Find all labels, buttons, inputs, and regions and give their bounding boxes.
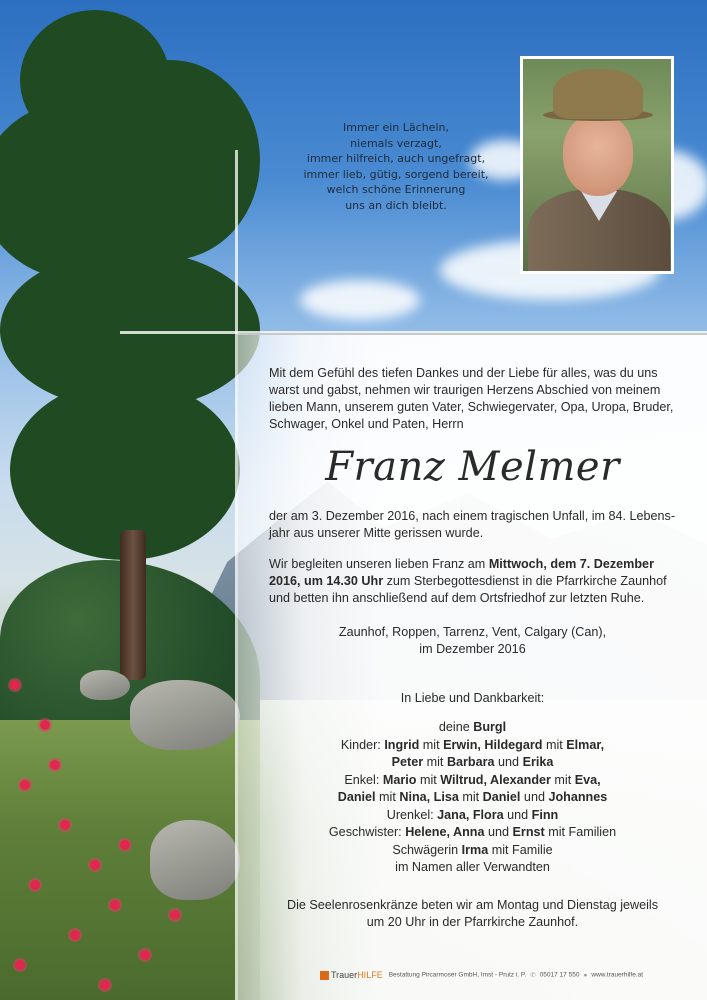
company-name: Bestattung Pircarmoser GmbH, Imst - Prutz i. P. [388,971,527,979]
death-line: der am 3. Dezember 2016, nach einem tragischen Unfall, im 84. Lebens- [269,509,676,523]
family-text: Helene, Anna [405,825,485,839]
poem-line: Immer ein Lächeln, [343,121,449,134]
family-line-enkel [238,772,707,790]
dankbarkeit-heading: In Liebe und Dankbarkeit: [400,691,545,705]
rosary-line: um 20 Uhr in der Pfarrkirche Zaunhof. [366,915,579,929]
family-line-enkel-2 [238,789,707,807]
place-line: im Dezember 2016 [419,642,526,656]
logo-icon [320,971,329,980]
funeral-info [269,556,676,607]
family-line-urenkel [238,807,707,825]
website[interactable]: www.trauerhilfe.at [591,971,644,979]
family-text: Urenkel: [386,807,438,822]
family-text: Schwägerin [392,842,462,857]
divider [238,333,707,335]
family-line-verwandte: im Namen aller Verwandten [395,860,550,874]
family-text: mit Familien [544,825,617,839]
poem-line: uns an dich bleibt. [345,198,447,212]
place-date [238,624,707,658]
brand-name-accent: HILFE [357,970,383,980]
poem [296,120,496,213]
family-text: mit [423,755,447,769]
family-text: Daniel [337,790,376,804]
funeral-time: 2016, um 14.30 Uhr [269,574,384,588]
family-text: Erika [522,755,554,769]
intro-line: Mit dem Gefühl des tiefen Dankes und der Liebe für alles, was du uns [269,366,658,380]
family-text: Peter [391,755,424,769]
family-line-geschwister [238,824,707,842]
death-notice [269,508,676,542]
family-text: mit [542,737,567,752]
rosary-line: Die Seelenrosenkränze beten wir am Montag und Dienstag jeweils [286,898,659,912]
family-line-wife [238,719,707,737]
funeral-text: zum Sterbegottesdienst in die Pfarrkirche Zaunhof [383,574,667,588]
web-icon: ● [583,971,588,979]
poem-line: welch schöne Erinnerung [326,183,466,196]
deceased-name: Franz Melmer [325,444,620,490]
family-text: mit [458,790,483,804]
family-line-schwaegerin [238,842,707,860]
family-text: Barbara [446,755,495,769]
phone-number: 05017 17 550 [539,971,580,979]
intro-line: Schwager, Onkel und Paten, Herrn [269,417,464,431]
footer [320,970,643,980]
family-text: Johannes [548,790,608,804]
family-text: Eva, [574,772,601,787]
family-text: und [484,825,513,839]
family-text: und [520,790,549,804]
family-line-kinder [238,737,707,755]
family-text: Daniel [482,790,521,804]
family-text: Kinder: [340,737,385,752]
brand-name: Trauer [331,970,358,980]
family-text: Elmar, [566,737,605,752]
family-text: Wiltrud, Alexander [440,772,551,787]
intro-text [269,365,676,433]
poem-line: immer hilfreich, auch ungefragt, [306,152,486,165]
portrait-photo [520,56,674,274]
family-text: deine [438,720,474,734]
death-line: jahr aus unserer Mitte gerissen wurde. [269,526,484,540]
phone-icon: ✆ [530,971,536,979]
funeral-text: und betten ihn anschließend auf dem Ortsfriedhof zur letzten Ruhe. [269,591,645,605]
family-text: Mario [382,772,417,787]
place-line: Zaunhof, Roppen, Tarrenz, Vent, Calgary (Can), [338,625,607,639]
family-line-kinder-2 [238,754,707,772]
funeral-date: Mittwoch, dem 7. Dezember [488,557,654,571]
family-text: Ernst [512,825,545,839]
family-text: Ingrid [384,737,420,752]
funeral-text: Wir begleiten unseren lieben Franz am [269,557,489,571]
family-text: mit [550,772,575,787]
family-text: Nina, Lisa [399,790,459,804]
rosary-info [238,897,707,931]
intro-line: lieben Mann, unserem guten Vater, Schwiegervater, Opa, Uropa, Bruder, [269,400,674,414]
poem-line: niemals verzagt, [350,136,442,150]
family-text: und [503,807,532,822]
intro-line: warst und gabst, nehmen wir traurigen Herzens Abschied von meinem [269,383,661,397]
family-text: Geschwister: [328,825,406,839]
family-text: Jana, Flora [437,807,504,822]
family-text: mit [416,772,441,787]
family-text: Finn [531,807,559,822]
family-text: Burgl [473,720,507,734]
poem-line: immer lieb, gütig, sorgend bereit, [303,167,489,181]
family-text: mit Familie [488,842,553,857]
family-text: Enkel: [344,772,383,787]
family-text: Irma [461,842,489,857]
family-text: und [494,755,523,769]
family-list [238,719,707,877]
family-text: Erwin, Hildegard [443,737,543,752]
family-text: mit [419,737,444,752]
family-text: mit [375,790,400,804]
